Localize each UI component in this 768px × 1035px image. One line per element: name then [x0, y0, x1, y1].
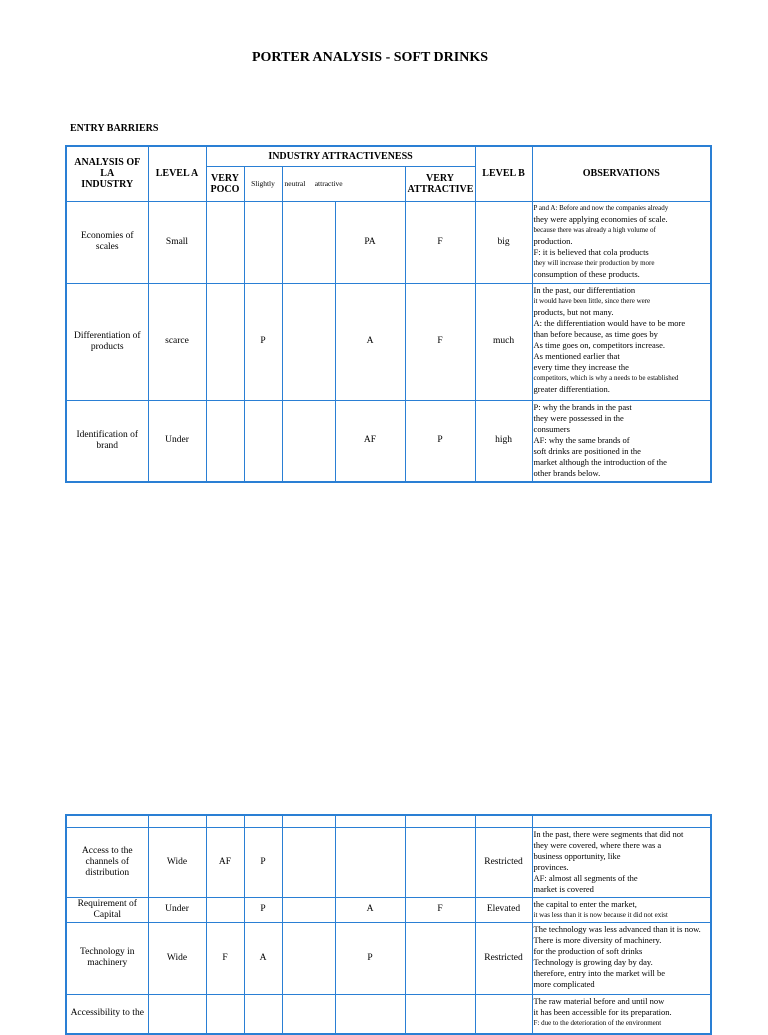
observation-line: therefore, entry into the market will be [533, 967, 665, 978]
table-row [66, 897, 711, 922]
level-b-cell: Restricted [475, 922, 532, 994]
rating-cell-at: A [335, 897, 405, 922]
level-a-cell [148, 994, 206, 1034]
observations-cell [532, 283, 711, 400]
observation-line: competitors, which is why a needs to be established [533, 373, 679, 382]
rating-cell-ne [282, 283, 335, 400]
observations-cell [532, 400, 711, 482]
observation-line: other brands below. [533, 467, 601, 478]
header-slightly: Slightly [244, 166, 282, 201]
rating-cell-at [335, 994, 405, 1034]
level-b-cell: Elevated [475, 897, 532, 922]
observation-line: consumption of these products. [533, 268, 640, 279]
observation-line: As mentioned earlier that [533, 350, 620, 361]
rating-cell-vp [206, 283, 244, 400]
observation-line: more complicated [533, 978, 595, 989]
rating-cell-sl: P [244, 897, 282, 922]
observations-cell [532, 922, 711, 994]
rating-cell-sl [244, 400, 282, 482]
observation-line: consumers [533, 423, 570, 434]
page-title: PORTER ANALYSIS - SOFT DRINKS [251, 50, 489, 65]
rating-cell-ne [282, 922, 335, 994]
level-b-cell [475, 994, 532, 1034]
observation-line: F: it is believed that cola products [533, 246, 649, 257]
level-a-cell: scarce [148, 283, 206, 400]
factor-cell: Differentiation of products [66, 283, 148, 400]
observation-line: products, but not many. [533, 306, 614, 317]
observations-cell [532, 994, 711, 1034]
level-a-cell: Wide [148, 922, 206, 994]
table-blank-header-row [66, 815, 711, 827]
rating-cell-sl [244, 201, 282, 283]
level-a-cell: Under [148, 400, 206, 482]
observation-line: As time goes on, competitors increase. [533, 339, 666, 350]
observation-line: it has been accessible for its preparation. [533, 1006, 672, 1017]
observation-line: the capital to enter the market, [533, 898, 637, 909]
observation-line: they were applying economies of scale. [533, 213, 668, 224]
observation-line: F: due to the deterioration of the environment [533, 1018, 662, 1027]
observation-line: than before because, as time goes by [533, 328, 658, 339]
rating-cell-ne [282, 400, 335, 482]
observation-line: for the production of soft drinks [533, 945, 643, 956]
observation-line: it would have been little, since there were [533, 296, 651, 305]
table-row [66, 994, 711, 1034]
rating-cell-vp [206, 201, 244, 283]
level-a-cell: Small [148, 201, 206, 283]
observation-line: soft drinks are positioned in the [533, 445, 641, 456]
header-observations: OBSERVATIONS [532, 146, 711, 201]
observation-line: A: the differentiation would have to be more [533, 317, 686, 328]
observation-line: it was less than it is now because it did not exist [533, 910, 668, 919]
observations-cell [532, 827, 711, 897]
rating-cell-ne [282, 994, 335, 1034]
rating-cell-ne [282, 897, 335, 922]
rating-cell-vp: F [206, 922, 244, 994]
observations-cell [532, 201, 711, 283]
rating-cell-at: PA [335, 201, 405, 283]
observation-line: P and A: Before and now the companies already [533, 203, 669, 212]
observation-line: every time they increase the [533, 361, 629, 372]
header-analysis: ANALYSIS OF LA INDUSTRY [66, 146, 148, 201]
rating-cell-at: P [335, 922, 405, 994]
observation-line: business opportunity, like [533, 850, 621, 861]
rating-cell-va: P [405, 400, 475, 482]
table-row [66, 201, 711, 283]
observation-line: market is covered [533, 883, 594, 894]
factor-cell: Requirement of Capital [66, 897, 148, 922]
factor-cell: Identification of brand [66, 400, 148, 482]
rating-cell-va [405, 827, 475, 897]
rating-cell-sl: P [244, 827, 282, 897]
observation-line: In the past, our differentiation [533, 284, 636, 295]
level-a-cell: Under [148, 897, 206, 922]
factor-cell: Access to the channels of distribution [66, 827, 148, 897]
level-b-cell: big [475, 201, 532, 283]
rating-cell-sl: P [244, 283, 282, 400]
header-neutral-attractive [282, 166, 405, 201]
observation-line: In the past, there were segments that did not [533, 828, 684, 839]
rating-cell-at: A [335, 283, 405, 400]
observation-line: AF: almost all segments of the [533, 872, 638, 883]
header-level-a: LEVEL A [148, 146, 206, 201]
rating-cell-sl [244, 994, 282, 1034]
porter-table-bottom [65, 814, 712, 1035]
header-very-attractive: VERY ATTRACTIVE [405, 166, 475, 201]
level-b-cell: much [475, 283, 532, 400]
observation-line: P: why the brands in the past [533, 401, 632, 412]
rating-cell-at [335, 827, 405, 897]
rating-cell-va [405, 994, 475, 1034]
factor-cell: Technology in machinery [66, 922, 148, 994]
header-very-poco: VERY POCO [206, 166, 244, 201]
header-neutral: neutral [284, 179, 306, 188]
observation-line: production. [533, 235, 573, 246]
table-row [66, 283, 711, 400]
observation-line: Technology is growing day by day. [533, 956, 653, 967]
level-b-cell: Restricted [475, 827, 532, 897]
rating-cell-ne [282, 827, 335, 897]
observation-line: provinces. [533, 861, 569, 872]
observation-line: they will increase their production by more [533, 258, 655, 267]
table-row [66, 922, 711, 994]
observation-line: they were covered, where there was a [533, 839, 662, 850]
rating-cell-vp [206, 400, 244, 482]
rating-cell-sl: A [244, 922, 282, 994]
observation-line: The raw material before and until now [533, 995, 665, 1006]
observation-line: AF: why the same brands of [533, 434, 630, 445]
header-level-b: LEVEL B [475, 146, 532, 201]
header-industry-attractiveness: INDUSTRY ATTRACTIVENESS [206, 146, 475, 166]
observation-line: they were possessed in the [533, 412, 624, 423]
observation-line: The technology was less advanced than it is now. [533, 923, 701, 934]
observation-line: There is more diversity of machinery. [533, 934, 662, 945]
factor-cell: Accessibility to the [66, 994, 148, 1034]
rating-cell-va: F [405, 897, 475, 922]
observation-line: greater differentiation. [533, 383, 610, 394]
rating-cell-vp [206, 994, 244, 1034]
observation-line: because there was already a high volume of [533, 225, 656, 234]
rating-cell-at: AF [335, 400, 405, 482]
table-row [66, 400, 711, 482]
rating-cell-va [405, 922, 475, 994]
observations-cell [532, 897, 711, 922]
rating-cell-ne [282, 201, 335, 283]
level-a-cell: Wide [148, 827, 206, 897]
table-row [66, 827, 711, 897]
rating-cell-vp: AF [206, 827, 244, 897]
porter-table-top [65, 145, 712, 483]
rating-cell-vp [206, 897, 244, 922]
level-b-cell: high [475, 400, 532, 482]
header-attractive: attractive [314, 179, 343, 188]
rating-cell-va: F [405, 201, 475, 283]
section-heading: ENTRY BARRIERS [70, 123, 159, 134]
factor-cell: Economies of scales [66, 201, 148, 283]
rating-cell-va: F [405, 283, 475, 400]
observation-line: market although the introduction of the [533, 456, 667, 467]
